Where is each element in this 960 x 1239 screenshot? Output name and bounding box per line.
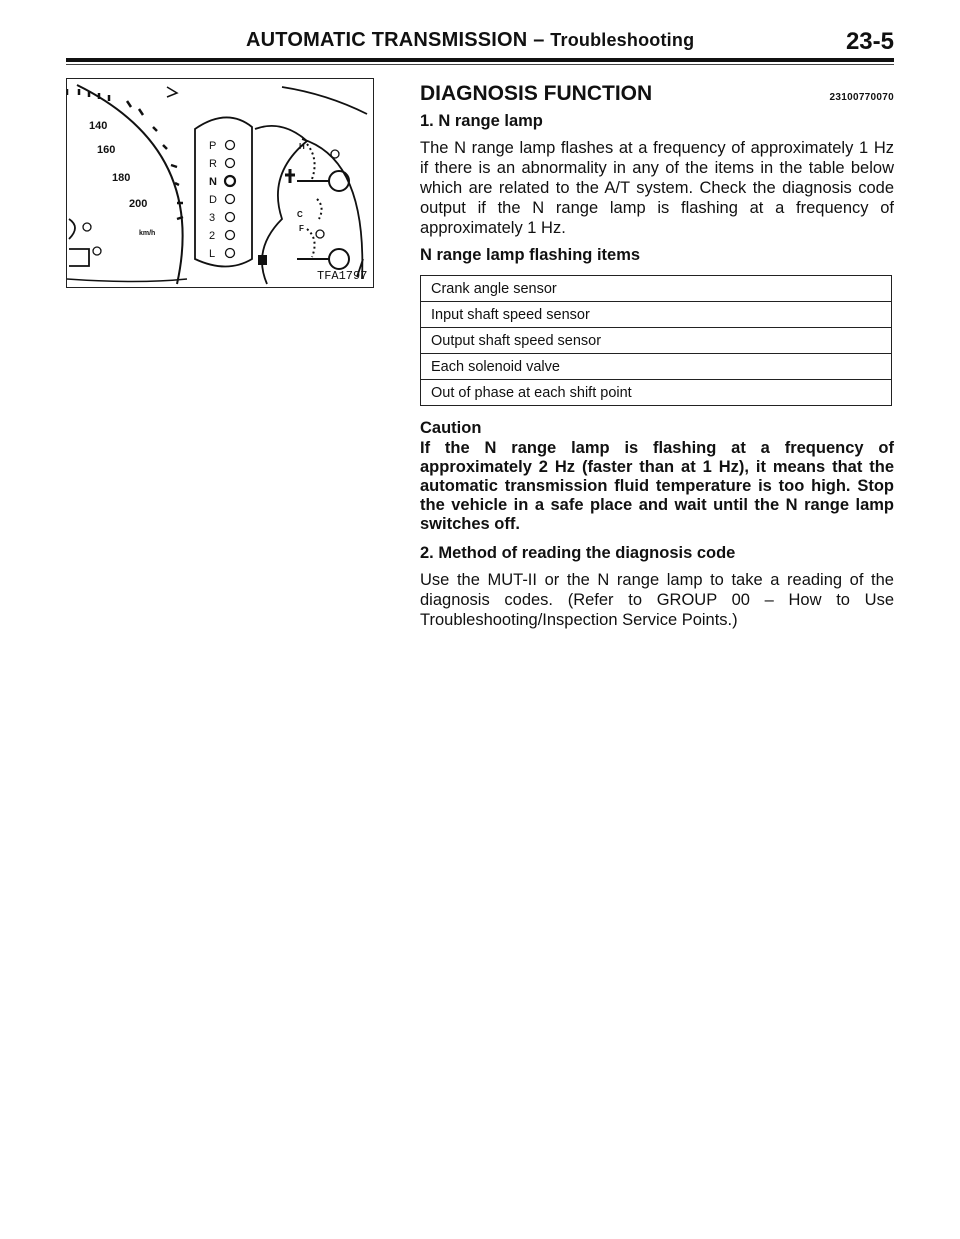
item2-heading: 2. Method of reading the diagnosis code — [420, 544, 736, 562]
table-row — [421, 276, 892, 302]
caution-text: If the N range lamp is flashing at a frequency of approximately 2 Hz (faster than at 1 Hz), it means that the automatic transmission fluid temperature is too high. Stop the vehicle in a safe place and wait until the N range lamp switches off. — [420, 439, 894, 533]
table-cell: Each solenoid valve — [421, 354, 892, 380]
item1-body: The N range lamp flashes at a frequency of approximately 1 Hz if there is an abnormality in any of the items in the table below which are related to the A/T system. Check the diagnosis code output if the N range lamp is flashing at a frequency of approximately 1 Hz. — [420, 139, 894, 237]
headlamp-icon — [69, 219, 75, 239]
table-row — [421, 302, 892, 328]
instrument-cluster-illustration — [67, 79, 373, 287]
speed-label-160: 160 — [97, 144, 116, 156]
speed-label-140: 140 — [89, 120, 108, 132]
tachometer-arc — [282, 87, 367, 114]
indicator-letter-2: 2 — [209, 230, 216, 242]
bezel-line — [67, 279, 187, 282]
page-number: 23-5 — [845, 28, 894, 55]
item1-heading: 1. N range lamp — [420, 112, 543, 130]
temp-scale-lower — [317, 199, 322, 219]
section-code: 23100770070 — [829, 92, 894, 103]
speed-unit: km/h — [139, 230, 156, 237]
table-heading: N range lamp flashing items — [420, 246, 641, 264]
flashing-items-table — [420, 275, 892, 406]
header-title-main: AUTOMATIC TRANSMISSION — [246, 29, 528, 51]
door-icon — [69, 249, 89, 266]
header-title — [246, 29, 694, 52]
gauge-letter-c: C — [297, 210, 303, 219]
speed-label-200: 200 — [129, 198, 148, 210]
indicator-letter-n: N — [209, 176, 217, 188]
table-row — [421, 354, 892, 380]
temp-gauge-knob — [329, 171, 349, 191]
caution-label: Caution — [420, 419, 482, 437]
indicator-letter-r: R — [209, 158, 217, 170]
indicator-letter-3: 3 — [209, 212, 216, 224]
table-row — [421, 380, 892, 406]
indicator-panel-outline — [195, 117, 252, 266]
header-title-sub: Troubleshooting — [550, 30, 695, 50]
table-cell: Input shaft speed sensor — [421, 302, 892, 328]
instrument-cluster-figure — [66, 78, 374, 288]
figure-id: TFA1797 — [317, 269, 368, 283]
indicator-lamps — [225, 141, 235, 258]
turn-indicator-light — [83, 223, 91, 231]
fuel-pump-icon — [258, 255, 267, 265]
fuel-indicator-light — [316, 230, 324, 238]
indicator-letter-p: P — [209, 140, 217, 152]
gauge-letter-h: H — [299, 142, 305, 151]
indicator-letter-d: D — [209, 194, 217, 206]
section-heading — [420, 82, 894, 106]
gauge-letter-f: F — [299, 224, 304, 233]
temp-scale — [307, 144, 315, 179]
table-cell: Out of phase at each shift point — [421, 380, 892, 406]
header-rule-thin — [66, 64, 894, 65]
header-rule — [66, 58, 894, 62]
table-cell: Output shaft speed sensor — [421, 328, 892, 354]
speedometer-arc — [77, 85, 183, 284]
table-row — [421, 328, 892, 354]
table-cell: Crank angle sensor — [421, 276, 892, 302]
fuel-scale — [307, 229, 315, 257]
header-title-dash: – — [527, 29, 551, 51]
item2-body: Use the MUT-II or the N range lamp to take a reading of the diagnosis codes. (Refer to GROUP 00 – How to Use Troubleshooting/Inspection Service Points.) — [420, 571, 894, 629]
temp-indicator-light — [331, 150, 339, 158]
turn-arrow — [167, 87, 177, 97]
section-title: DIAGNOSIS FUNCTION — [420, 82, 653, 105]
fuel-gauge-knob — [329, 249, 349, 269]
odometer-light — [93, 247, 101, 255]
temp-symbol — [285, 169, 295, 183]
indicator-letter-l: L — [209, 248, 216, 260]
speed-label-180: 180 — [112, 172, 131, 184]
main-content — [420, 82, 894, 630]
